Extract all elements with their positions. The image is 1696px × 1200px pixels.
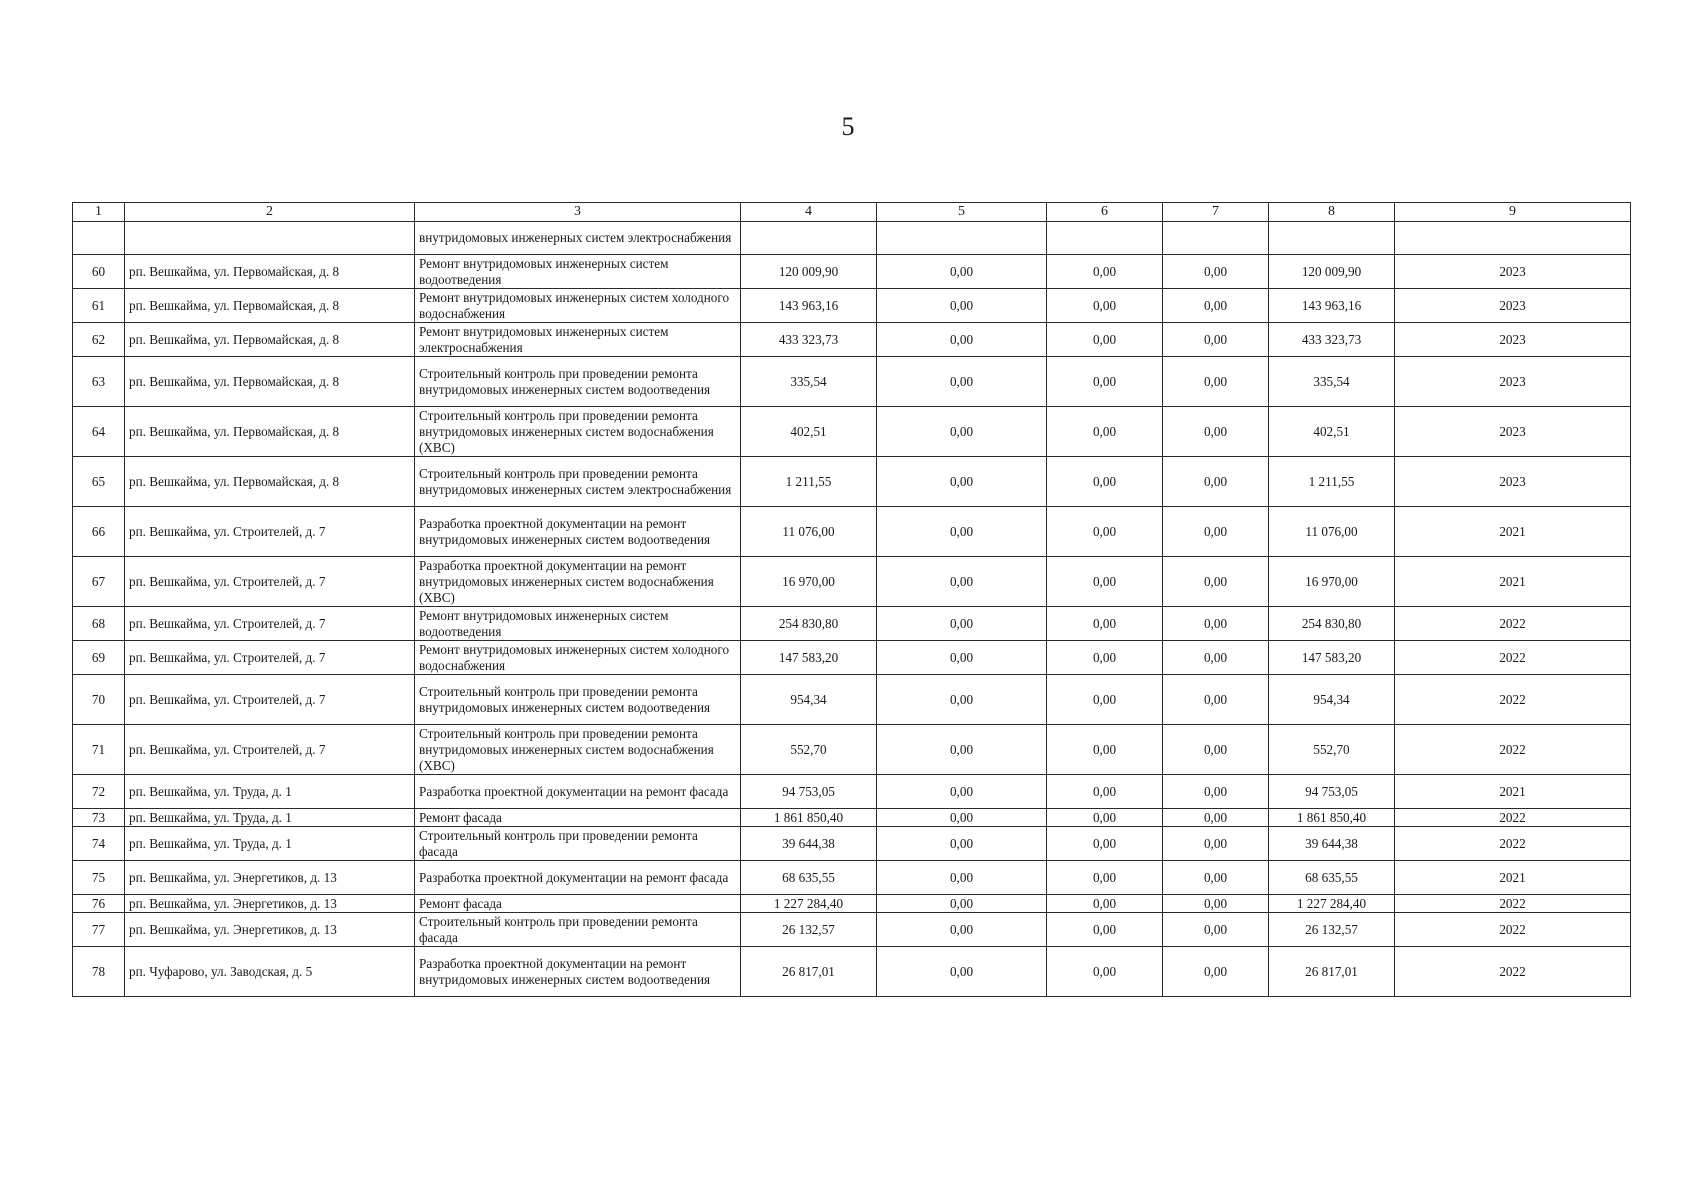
- cell-col6: 0,00: [1047, 861, 1163, 895]
- cell-number: 63: [73, 357, 125, 407]
- cell-col6: 0,00: [1047, 407, 1163, 457]
- cell-year: 2023: [1395, 289, 1631, 323]
- cell-work: Ремонт внутридомовых инженерных систем электроснабжения: [415, 323, 741, 357]
- cell-work: Ремонт внутридомовых инженерных систем водоотведения: [415, 255, 741, 289]
- cell-col4: 1 861 850,40: [741, 809, 877, 827]
- cell-work: Строительный контроль при проведении ремонта внутридомовых инженерных систем водоотведения: [415, 357, 741, 407]
- cell-address: рп. Вешкайма, ул. Первомайская, д. 8: [125, 255, 415, 289]
- cell-col7: 0,00: [1163, 557, 1269, 607]
- cell-col8: 552,70: [1269, 725, 1395, 775]
- cell-work: Разработка проектной документации на ремонт внутридомовых инженерных систем водоотведения: [415, 507, 741, 557]
- cell-col7: 0,00: [1163, 861, 1269, 895]
- cell-address: рп. Вешкайма, ул. Первомайская, д. 8: [125, 289, 415, 323]
- cell-number: 78: [73, 947, 125, 997]
- cell-number: [73, 222, 125, 255]
- cell-col7: 0,00: [1163, 947, 1269, 997]
- cell-col7: 0,00: [1163, 457, 1269, 507]
- table-row: [73, 607, 1631, 641]
- cell-year: 2023: [1395, 357, 1631, 407]
- table-row: [73, 641, 1631, 675]
- header-cell: 6: [1047, 203, 1163, 222]
- cell-col5: 0,00: [877, 809, 1047, 827]
- cell-address: рп. Чуфарово, ул. Заводская, д. 5: [125, 947, 415, 997]
- cell-number: 73: [73, 809, 125, 827]
- cell-work: Строительный контроль при проведении ремонта внутридомовых инженерных систем электроснабжения: [415, 457, 741, 507]
- header-cell: 5: [877, 203, 1047, 222]
- cell-year: 2023: [1395, 255, 1631, 289]
- header-cell: 4: [741, 203, 877, 222]
- cell-work: Разработка проектной документации на ремонт внутридомовых инженерных систем водоотведения: [415, 947, 741, 997]
- header-cell: 2: [125, 203, 415, 222]
- cell-col6: 0,00: [1047, 255, 1163, 289]
- cell-year: [1395, 222, 1631, 255]
- cell-col6: 0,00: [1047, 289, 1163, 323]
- cell-address: рп. Вешкайма, ул. Строителей, д. 7: [125, 675, 415, 725]
- cell-col7: [1163, 222, 1269, 255]
- cell-year: 2022: [1395, 827, 1631, 861]
- cell-col8: 954,34: [1269, 675, 1395, 725]
- table-row: [73, 557, 1631, 607]
- cell-year: 2021: [1395, 557, 1631, 607]
- cell-year: 2022: [1395, 641, 1631, 675]
- cell-col5: 0,00: [877, 827, 1047, 861]
- cell-address: рп. Вешкайма, ул. Строителей, д. 7: [125, 557, 415, 607]
- page-number: 5: [841, 112, 855, 141]
- cell-col6: 0,00: [1047, 775, 1163, 809]
- cell-number: 72: [73, 775, 125, 809]
- cell-col5: 0,00: [877, 357, 1047, 407]
- header-cell: 1: [73, 203, 125, 222]
- header-cell: 8: [1269, 203, 1395, 222]
- cell-col5: 0,00: [877, 775, 1047, 809]
- cell-col4: 11 076,00: [741, 507, 877, 557]
- cell-address: рп. Вешкайма, ул. Энергетиков, д. 13: [125, 861, 415, 895]
- cell-address: рп. Вешкайма, ул. Строителей, д. 7: [125, 725, 415, 775]
- cell-col5: [877, 222, 1047, 255]
- cell-col6: 0,00: [1047, 457, 1163, 507]
- cell-col5: 0,00: [877, 607, 1047, 641]
- cell-col8: 335,54: [1269, 357, 1395, 407]
- cell-year: 2022: [1395, 607, 1631, 641]
- cell-year: 2022: [1395, 895, 1631, 913]
- cell-year: 2023: [1395, 407, 1631, 457]
- cell-col5: 0,00: [877, 913, 1047, 947]
- cell-year: 2022: [1395, 947, 1631, 997]
- cell-col8: 26 132,57: [1269, 913, 1395, 947]
- cell-work: Строительный контроль при проведении ремонта внутридомовых инженерных систем водоотведения: [415, 675, 741, 725]
- cell-col4: 433 323,73: [741, 323, 877, 357]
- table-row: [73, 407, 1631, 457]
- cell-col7: 0,00: [1163, 827, 1269, 861]
- cell-work: Ремонт внутридомовых инженерных систем водоотведения: [415, 607, 741, 641]
- cell-col6: 0,00: [1047, 357, 1163, 407]
- table-row: [73, 775, 1631, 809]
- cell-work: Ремонт фасада: [415, 809, 741, 827]
- cell-number: 60: [73, 255, 125, 289]
- cell-col7: 0,00: [1163, 775, 1269, 809]
- works-table: [72, 202, 1631, 997]
- cell-year: 2021: [1395, 775, 1631, 809]
- cell-work: Строительный контроль при проведении ремонта внутридомовых инженерных систем водоснабжения (ХВС): [415, 407, 741, 457]
- continuation-row: [73, 222, 1631, 255]
- cell-col5: 0,00: [877, 557, 1047, 607]
- cell-address: рп. Вешкайма, ул. Энергетиков, д. 13: [125, 913, 415, 947]
- cell-col8: 1 227 284,40: [1269, 895, 1395, 913]
- cell-col4: [741, 222, 877, 255]
- cell-col5: 0,00: [877, 725, 1047, 775]
- cell-col4: 39 644,38: [741, 827, 877, 861]
- table-row: [73, 255, 1631, 289]
- cell-year: 2022: [1395, 725, 1631, 775]
- cell-col6: 0,00: [1047, 607, 1163, 641]
- cell-number: 65: [73, 457, 125, 507]
- cell-year: 2021: [1395, 861, 1631, 895]
- cell-work: Ремонт внутридомовых инженерных систем холодного водоснабжения: [415, 641, 741, 675]
- cell-col7: 0,00: [1163, 725, 1269, 775]
- cell-col5: 0,00: [877, 407, 1047, 457]
- table-row: [73, 675, 1631, 725]
- cell-col6: 0,00: [1047, 809, 1163, 827]
- cell-col7: 0,00: [1163, 357, 1269, 407]
- cell-year: 2022: [1395, 809, 1631, 827]
- cell-year: 2023: [1395, 323, 1631, 357]
- cell-col7: 0,00: [1163, 323, 1269, 357]
- cell-address: рп. Вешкайма, ул. Первомайская, д. 8: [125, 407, 415, 457]
- cell-col5: 0,00: [877, 895, 1047, 913]
- cell-number: 70: [73, 675, 125, 725]
- cell-number: 71: [73, 725, 125, 775]
- table-body: [73, 222, 1631, 997]
- cell-work: Строительный контроль при проведении ремонта фасада: [415, 913, 741, 947]
- cell-number: 67: [73, 557, 125, 607]
- cell-address: рп. Вешкайма, ул. Труда, д. 1: [125, 827, 415, 861]
- cell-col4: 26 132,57: [741, 913, 877, 947]
- cell-col7: 0,00: [1163, 675, 1269, 725]
- cell-col6: 0,00: [1047, 675, 1163, 725]
- cell-number: 77: [73, 913, 125, 947]
- cell-col5: 0,00: [877, 255, 1047, 289]
- cell-col8: 120 009,90: [1269, 255, 1395, 289]
- cell-col5: 0,00: [877, 457, 1047, 507]
- cell-col4: 954,34: [741, 675, 877, 725]
- cell-col7: 0,00: [1163, 607, 1269, 641]
- cell-col8: 1 861 850,40: [1269, 809, 1395, 827]
- cell-year: 2021: [1395, 507, 1631, 557]
- cell-work: Разработка проектной документации на ремонт фасада: [415, 861, 741, 895]
- cell-work: Строительный контроль при проведении ремонта фасада: [415, 827, 741, 861]
- header-cell: 9: [1395, 203, 1631, 222]
- cell-year: 2022: [1395, 913, 1631, 947]
- table-row: [73, 323, 1631, 357]
- cell-year: 2022: [1395, 675, 1631, 725]
- cell-col8: [1269, 222, 1395, 255]
- cell-address: рп. Вешкайма, ул. Строителей, д. 7: [125, 607, 415, 641]
- table-row: [73, 861, 1631, 895]
- cell-year: 2023: [1395, 457, 1631, 507]
- cell-address: рп. Вешкайма, ул. Энергетиков, д. 13: [125, 895, 415, 913]
- cell-col6: 0,00: [1047, 827, 1163, 861]
- cell-work: Разработка проектной документации на ремонт внутридомовых инженерных систем водоснабжения (ХВС): [415, 557, 741, 607]
- cell-col8: 16 970,00: [1269, 557, 1395, 607]
- cell-col6: 0,00: [1047, 323, 1163, 357]
- table-row: [73, 289, 1631, 323]
- table-row: [73, 507, 1631, 557]
- cell-col8: 11 076,00: [1269, 507, 1395, 557]
- cell-col5: 0,00: [877, 947, 1047, 997]
- cell-address: [125, 222, 415, 255]
- cell-number: 64: [73, 407, 125, 457]
- header-row: [73, 203, 1631, 222]
- table-row: [73, 895, 1631, 913]
- table-row: [73, 913, 1631, 947]
- cell-col5: 0,00: [877, 861, 1047, 895]
- cell-col8: 143 963,16: [1269, 289, 1395, 323]
- header-cell: 7: [1163, 203, 1269, 222]
- cell-col8: 26 817,01: [1269, 947, 1395, 997]
- cell-col6: 0,00: [1047, 557, 1163, 607]
- cell-col8: 147 583,20: [1269, 641, 1395, 675]
- cell-address: рп. Вешкайма, ул. Первомайская, д. 8: [125, 457, 415, 507]
- cell-address: рп. Вешкайма, ул. Труда, д. 1: [125, 809, 415, 827]
- cell-col4: 1 227 284,40: [741, 895, 877, 913]
- cell-work: Ремонт фасада: [415, 895, 741, 913]
- cell-col7: 0,00: [1163, 289, 1269, 323]
- cell-col8: 402,51: [1269, 407, 1395, 457]
- cell-col8: 254 830,80: [1269, 607, 1395, 641]
- cell-col7: 0,00: [1163, 895, 1269, 913]
- cell-number: 61: [73, 289, 125, 323]
- cell-col5: 0,00: [877, 641, 1047, 675]
- cell-number: 75: [73, 861, 125, 895]
- cell-number: 62: [73, 323, 125, 357]
- table-row: [73, 357, 1631, 407]
- cell-number: 66: [73, 507, 125, 557]
- cell-col4: 552,70: [741, 725, 877, 775]
- cell-work: Ремонт внутридомовых инженерных систем холодного водоснабжения: [415, 289, 741, 323]
- cell-col7: 0,00: [1163, 641, 1269, 675]
- cell-number: 76: [73, 895, 125, 913]
- table-row: [73, 947, 1631, 997]
- cell-col4: 68 635,55: [741, 861, 877, 895]
- cell-col4: 1 211,55: [741, 457, 877, 507]
- cell-address: рп. Вешкайма, ул. Строителей, д. 7: [125, 641, 415, 675]
- cell-col4: 16 970,00: [741, 557, 877, 607]
- cell-col6: 0,00: [1047, 947, 1163, 997]
- cell-col5: 0,00: [877, 323, 1047, 357]
- cell-col4: 254 830,80: [741, 607, 877, 641]
- cell-number: 74: [73, 827, 125, 861]
- cell-col6: 0,00: [1047, 725, 1163, 775]
- cell-col6: [1047, 222, 1163, 255]
- cell-address: рп. Вешкайма, ул. Первомайская, д. 8: [125, 357, 415, 407]
- cell-col7: 0,00: [1163, 913, 1269, 947]
- cell-col5: 0,00: [877, 675, 1047, 725]
- cell-work: Строительный контроль при проведении ремонта внутридомовых инженерных систем водоснабжения (ХВС): [415, 725, 741, 775]
- cell-work: внутридомовых инженерных систем электроснабжения: [415, 222, 741, 255]
- cell-col7: 0,00: [1163, 809, 1269, 827]
- cell-col4: 147 583,20: [741, 641, 877, 675]
- cell-col5: 0,00: [877, 507, 1047, 557]
- cell-col4: 26 817,01: [741, 947, 877, 997]
- cell-col8: 68 635,55: [1269, 861, 1395, 895]
- cell-col4: 143 963,16: [741, 289, 877, 323]
- cell-col7: 0,00: [1163, 507, 1269, 557]
- cell-col6: 0,00: [1047, 641, 1163, 675]
- table-row: [73, 827, 1631, 861]
- cell-col4: 402,51: [741, 407, 877, 457]
- cell-col6: 0,00: [1047, 913, 1163, 947]
- cell-col7: 0,00: [1163, 407, 1269, 457]
- cell-number: 68: [73, 607, 125, 641]
- cell-address: рп. Вешкайма, ул. Первомайская, д. 8: [125, 323, 415, 357]
- cell-col4: 335,54: [741, 357, 877, 407]
- cell-col6: 0,00: [1047, 895, 1163, 913]
- header-cell: 3: [415, 203, 741, 222]
- cell-col8: 1 211,55: [1269, 457, 1395, 507]
- cell-work: Разработка проектной документации на ремонт фасада: [415, 775, 741, 809]
- table-row: [73, 725, 1631, 775]
- cell-col4: 94 753,05: [741, 775, 877, 809]
- table-row: [73, 457, 1631, 507]
- cell-col4: 120 009,90: [741, 255, 877, 289]
- cell-col8: 94 753,05: [1269, 775, 1395, 809]
- cell-col6: 0,00: [1047, 507, 1163, 557]
- cell-col8: 39 644,38: [1269, 827, 1395, 861]
- cell-number: 69: [73, 641, 125, 675]
- cell-col8: 433 323,73: [1269, 323, 1395, 357]
- cell-address: рп. Вешкайма, ул. Труда, д. 1: [125, 775, 415, 809]
- table-row: [73, 809, 1631, 827]
- cell-col5: 0,00: [877, 289, 1047, 323]
- cell-address: рп. Вешкайма, ул. Строителей, д. 7: [125, 507, 415, 557]
- cell-col7: 0,00: [1163, 255, 1269, 289]
